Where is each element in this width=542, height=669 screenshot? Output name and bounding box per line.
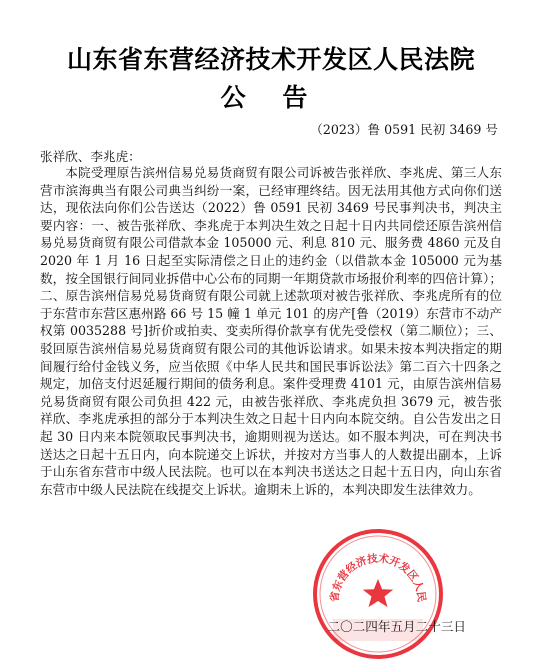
signature-date: 二〇二四年五月二十三日: [327, 619, 466, 634]
addressee: 张祥欣、李兆虎：: [40, 149, 141, 164]
court-name-title: 山东省东营经济技术开发区人民法院: [66, 45, 475, 74]
court-seal: [311, 527, 445, 661]
seal-text: 省东营经济技术开发区人民: [328, 552, 428, 603]
notice-body: 本院受理原告滨州信易兑易货商贸有限公司诉被告张祥欣、李兆虎、第三人东营市滨海典当有限公司典当纠纷一案，已经审理终结。因无法用其他方式向你们送达，现依法向你们公告送达（2022）鲁 0591 民初 3469 号民事判决书，判决主要内容：一、被告张祥欣、李兆虎于本判决生效之日起十日内共同偿还原告滨州信易兑易货商贸有限公司借款本金 105000 元、利息 810 元、服务费 4860 元及自 2020 年 1 月 16 日起至实际清偿之日止的违约金（以借款本金 105000 元为基数，按全国银行间同业拆借中心公布的同期一年期贷款市场报价利率的四倍计算）；二、原告滨州信易兑易货商贸有限公司就上述款项对被告张祥欣、李兆虎所有的位于东营市东营区惠州路 66 号 15 幢 1 单元 101 的房产[鲁（2019）东营市不动产权第 0035288 号]折价或拍卖、变卖所得价款享有优先受偿权（第二顺位）；三、驳回原告滨州信易兑易货商贸有限公司的其他诉讼请求。如果未按本判决指定的期间履行给付金钱义务，应当依照《中华人民共和国民事诉讼法》第二百六十四条之规定，加倍支付迟延履行期间的债务利息。案件受理费 4101 元，由原告滨州信易兑易货商贸有限公司负担 422 元，由被告张祥欣、李兆虎负担 3679 元，被告张祥欣、李兆虎承担的部分于本判决生效之日起十日内向本院交纳。自公告发出之日起 30 日内来本院领取民事判决书，逾期则视为送达。如不服本判决，可在判决书送达之日起十五日内，向本院递交上诉状，并按对方当事人的人数提出副本，上诉于山东省东营市中级人民法院。也可以在本判决书送达之日起十五日内，向山东省东营市中级人民法院在线提交上诉状。逾期未上诉的，本判决即发生法律效力。: [40, 165, 502, 497]
seal-star-icon: [363, 579, 393, 607]
notice-title: 公 告: [220, 83, 322, 112]
case-number: （2023）鲁 0591 民初 3469 号: [310, 122, 498, 137]
